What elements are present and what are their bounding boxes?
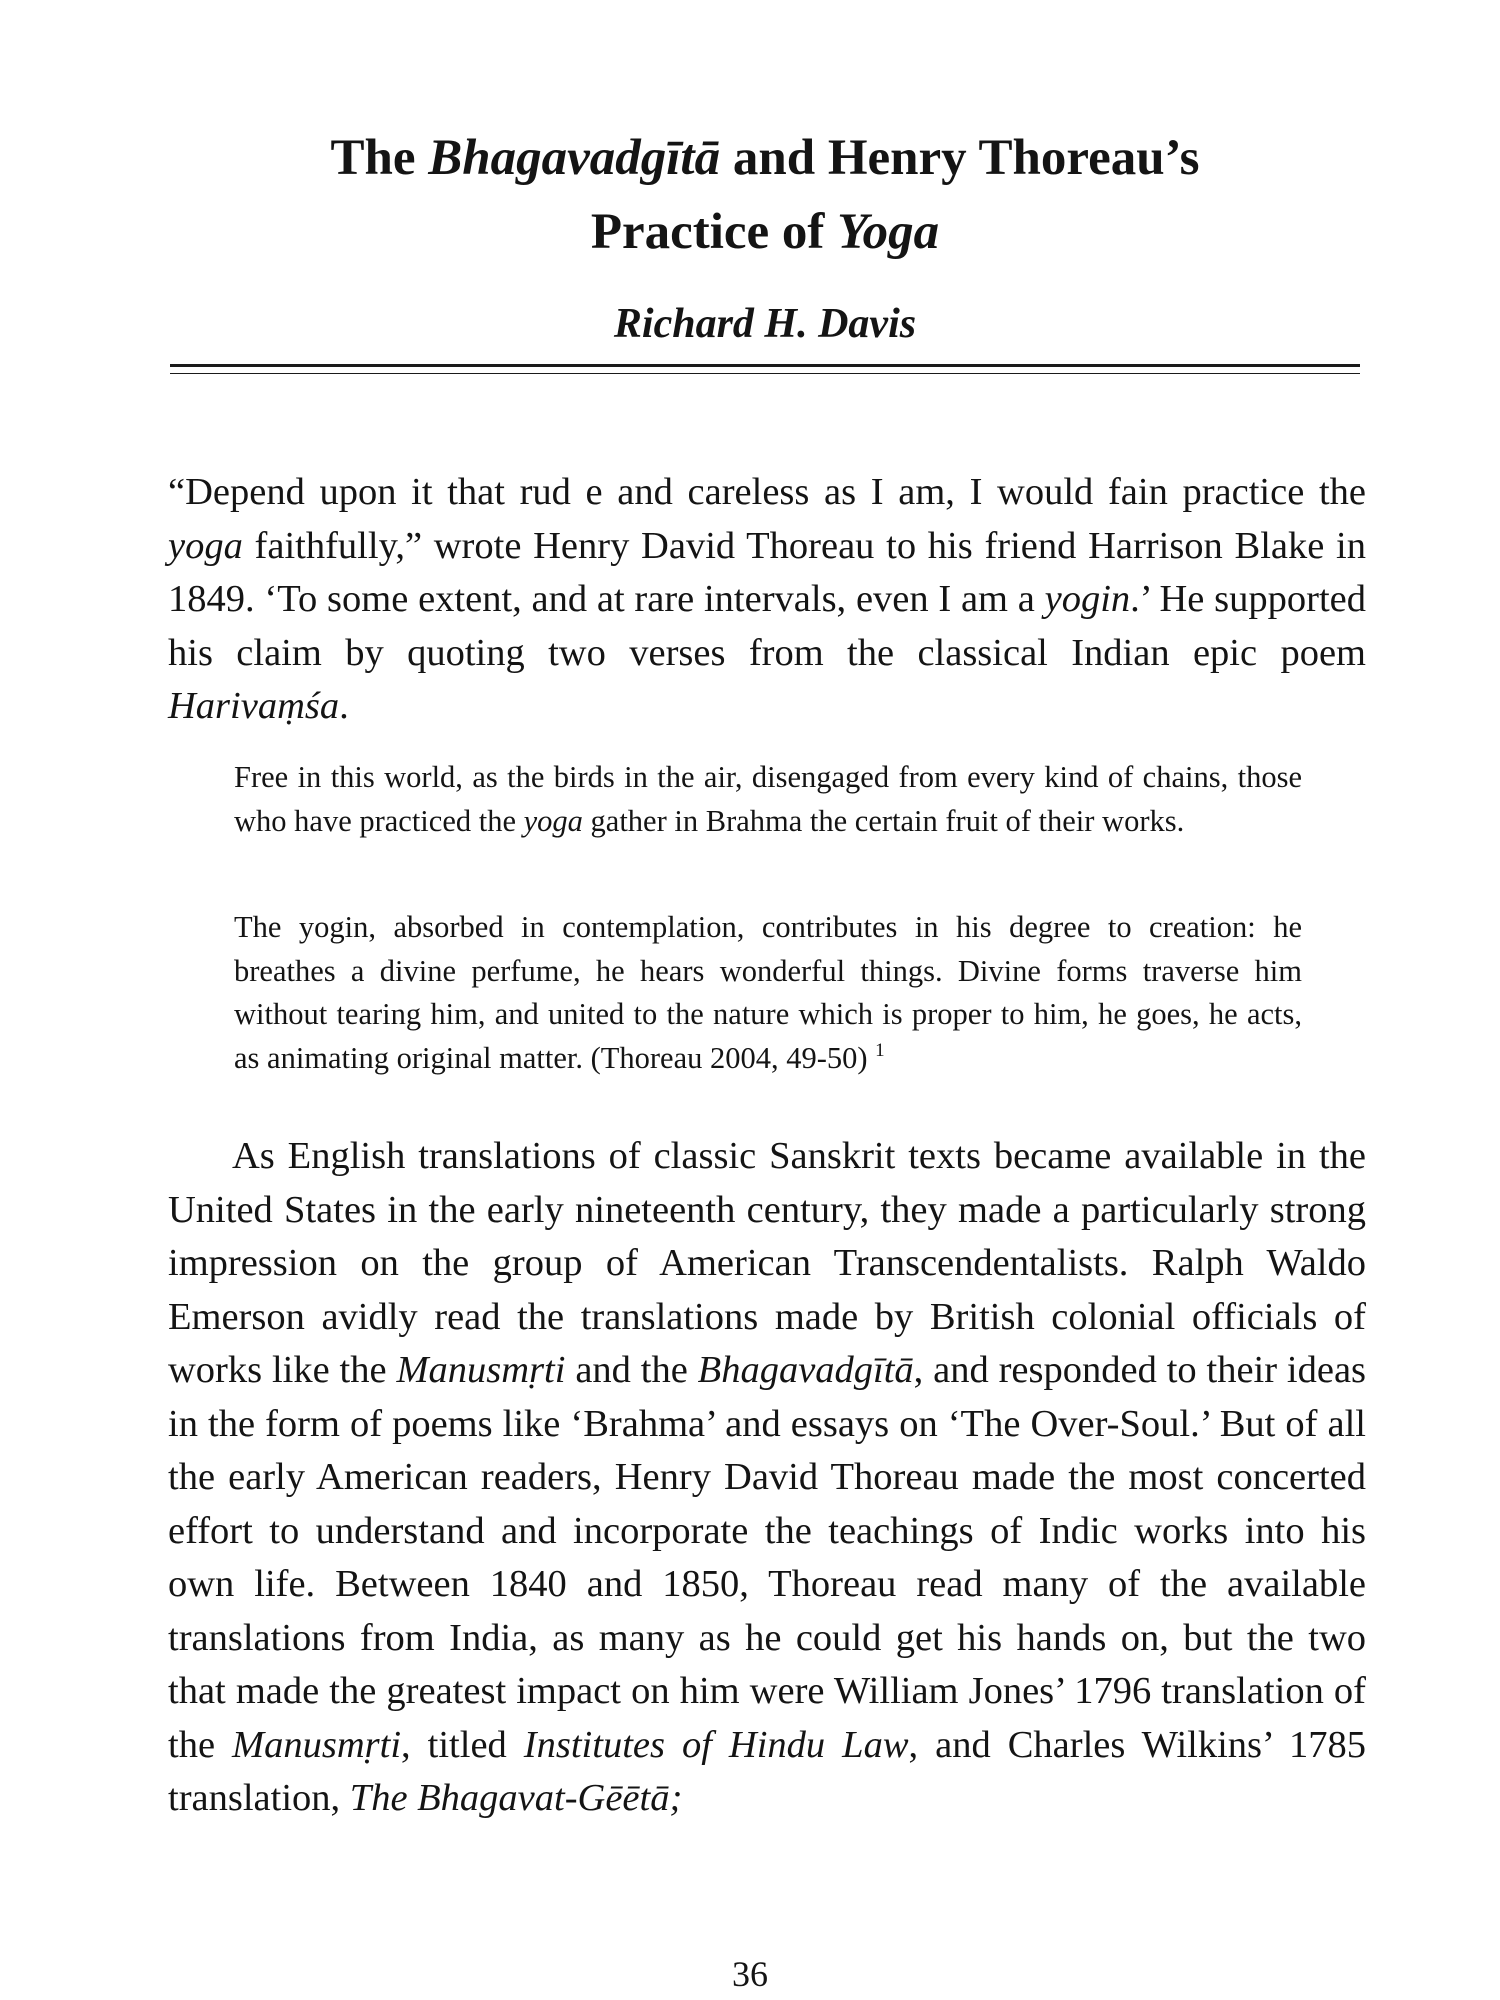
title-text: and Henry Thoreau’s <box>720 130 1200 186</box>
paragraph-2 <box>168 1130 1366 1826</box>
text-run: Free in this world, as the birds in the air, disengaged from every kind of chains, those who have practiced the <box>234 760 1302 838</box>
title-text: Practice of <box>590 204 838 260</box>
text-run: . <box>339 685 349 727</box>
title-divider-thick <box>170 364 1360 367</box>
title-italic-term: Yoga <box>837 204 940 260</box>
text-run: , titled <box>401 1723 524 1766</box>
page-number: 36 <box>732 1954 768 1994</box>
italic-term: Bhagavadgītā <box>697 1349 914 1391</box>
title-divider-thin <box>170 373 1360 374</box>
italic-term: yoga <box>168 524 243 567</box>
text-run: .’ He supported his claim by quoting two verses from the classical Indian epic poem <box>168 578 1366 674</box>
text-run: and the <box>565 1349 698 1391</box>
title-italic-term: Bhagavadgītā <box>428 130 721 186</box>
italic-term: Manusmṛti <box>396 1349 566 1391</box>
block-quote-2 <box>234 906 1302 1080</box>
article-title-line-1 <box>170 126 1360 190</box>
italic-term: yogin <box>1044 578 1131 620</box>
title-text: The <box>330 130 429 186</box>
block-quote-1 <box>234 756 1302 843</box>
text-run: As English translations of classic Sanskrit texts became available in the United States in the early nineteenth century, they made a particularly strong impression on the group of American Transcendentalists. Ralph Waldo Emerson avidly read the translations made by British colonial officials of works like the <box>168 1135 1366 1391</box>
text-run: , and responded to their ideas in the form of poems like ‘Brahma’ and essays on ‘The Over-Soul.’ But of all the early American readers, Henry David Thoreau made the most concerted effort to understand and incorporate the teachings of Indic works into his own life. Between 1840 and 1850, Thoreau read many of the available translations from India, as many as he could get his hands on, but the two that made the greatest impact on him were William Jones’ 1796 translation of the <box>168 1349 1367 1766</box>
text-run: “Depend upon it that rud e and careless as I am, I would fain practice the <box>168 471 1366 513</box>
text-run: , and Charles Wilkins’ 1785 translation, <box>168 1723 1366 1819</box>
italic-term: Manusmṛti <box>232 1723 402 1766</box>
article-title-line-2 <box>170 200 1360 264</box>
italic-term: Harivaṃśa <box>168 685 340 727</box>
italic-term: yoga <box>523 803 583 838</box>
footnote-marker[interactable]: 1 <box>875 1039 885 1061</box>
text-run: The yogin, absorbed in contemplation, contributes in his degree to creation: he breathes a divine perfume, he hears wonderful things. Divine forms traverse him without tearing him, and united to the nature which is proper to him, he goes, he acts, as animating original matter. (Thoreau 2004, 49-50) <box>234 910 1302 1075</box>
author-name: Richard H. Davis <box>613 301 917 347</box>
paragraph-1 <box>168 466 1366 734</box>
text-run: faithfully,” wrote Henry David Thoreau to his friend Harrison Blake in 1849. ‘To some extent, and at rare intervals, even I am a <box>168 524 1366 620</box>
italic-term: The Bhagavat-Gēētā; <box>349 1777 683 1819</box>
text-run: gather in Brahma the certain fruit of their works. <box>582 803 1185 838</box>
italic-term: Institutes of Hindu Law <box>523 1723 909 1766</box>
